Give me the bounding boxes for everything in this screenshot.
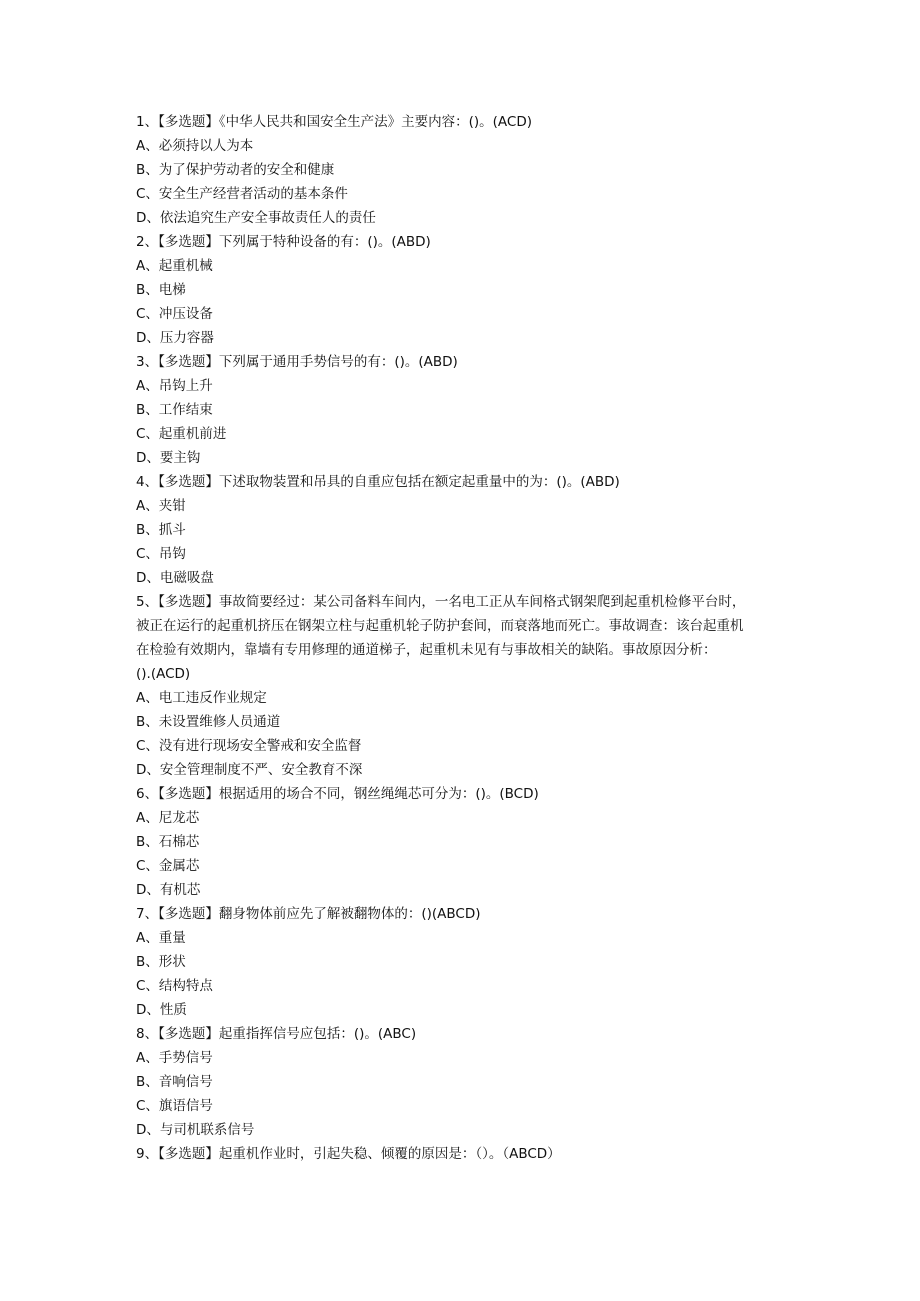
- question-5-option-b: B、未设置维修人员通道: [136, 714, 281, 730]
- question-6-option-c: C、金属芯: [136, 858, 200, 874]
- question-2-option-d: D、压力容器: [136, 330, 214, 346]
- question-8-option-c: C、旗语信号: [136, 1098, 213, 1114]
- question-7-option-a: A、重量: [136, 930, 186, 946]
- question-3-stem: 3、【多选题】下列属于通用手势信号的有：()。(ABD): [136, 354, 458, 370]
- question-5-stem-line-1: 5、【多选题】事故简要经过：某公司备料车间内，一名电工正从车间格式钢架爬到起重机检修平台时，: [136, 594, 746, 610]
- question-3-option-a: A、吊钩上升: [136, 378, 213, 394]
- question-6-option-b: B、石棉芯: [136, 834, 200, 850]
- question-5-stem-line-2: 被正在运行的起重机挤压在钢架立柱与起重机轮子防护套间，而衰落地而死亡。事故调查：该台起重机: [136, 618, 744, 634]
- exam-document: [136, 110, 796, 1166]
- question-2-stem: 2、【多选题】下列属于特种设备的有：()。(ABD): [136, 234, 431, 250]
- question-1-option-b: B、为了保护劳动者的安全和健康: [136, 162, 335, 178]
- question-1-stem: 1、【多选题】《中华人民共和国安全生产法》主要内容：()。(ACD): [136, 114, 532, 130]
- question-6-stem: 6、【多选题】根据适用的场合不同，钢丝绳绳芯可分为：()。(BCD): [136, 786, 539, 802]
- question-1-option-d: D、依法追究生产安全事故责任人的责任: [136, 210, 376, 226]
- question-4-option-c: C、吊钩: [136, 546, 186, 562]
- question-6-option-a: A、尼龙芯: [136, 810, 200, 826]
- question-5-option-a: A、电工违反作业规定: [136, 690, 267, 706]
- question-5-stem-line-3: 在检验有效期内，靠墙有专用修理的通道梯子，起重机未见有与事故相关的缺陷。事故原因分析：: [136, 642, 717, 658]
- question-8-option-b: B、音响信号: [136, 1074, 213, 1090]
- question-2-option-c: C、冲压设备: [136, 306, 213, 322]
- question-8-option-d: D、与司机联系信号: [136, 1122, 255, 1138]
- question-5-option-d: D、安全管理制度不严、安全教育不深: [136, 762, 363, 778]
- question-2-option-a: A、起重机械: [136, 258, 213, 274]
- question-4-option-a: A、夹钳: [136, 498, 186, 514]
- question-4-stem: 4、【多选题】下述取物装置和吊具的自重应包括在额定起重量中的为：()。(ABD): [136, 474, 620, 490]
- question-8-option-a: A、手势信号: [136, 1050, 213, 1066]
- question-5-stem-line-4: ().(ACD): [136, 666, 191, 682]
- question-7-option-d: D、性质: [136, 1002, 187, 1018]
- question-4-option-b: B、抓斗: [136, 522, 186, 538]
- question-7-stem: 7、【多选题】翻身物体前应先了解被翻物体的：()(ABCD): [136, 906, 481, 922]
- question-9-stem: 9、【多选题】起重机作业时，引起失稳、倾覆的原因是：（）。（ABCD）: [136, 1146, 561, 1162]
- question-1-option-a: A、必须持以人为本: [136, 138, 254, 154]
- question-5-option-c: C、没有进行现场安全警戒和安全监督: [136, 738, 362, 754]
- question-8-stem: 8、【多选题】起重指挥信号应包括：()。(ABC): [136, 1026, 417, 1042]
- question-1-option-c: C、安全生产经营者活动的基本条件: [136, 186, 348, 202]
- question-3-option-c: C、起重机前进: [136, 426, 227, 442]
- question-3-option-b: B、工作结束: [136, 402, 213, 418]
- question-7-option-b: B、形状: [136, 954, 186, 970]
- question-3-option-d: D、要主钩: [136, 450, 201, 466]
- question-7-option-c: C、结构特点: [136, 978, 213, 994]
- question-4-option-d: D、电磁吸盘: [136, 570, 214, 586]
- question-2-option-b: B、电梯: [136, 282, 186, 298]
- question-6-option-d: D、有机芯: [136, 882, 201, 898]
